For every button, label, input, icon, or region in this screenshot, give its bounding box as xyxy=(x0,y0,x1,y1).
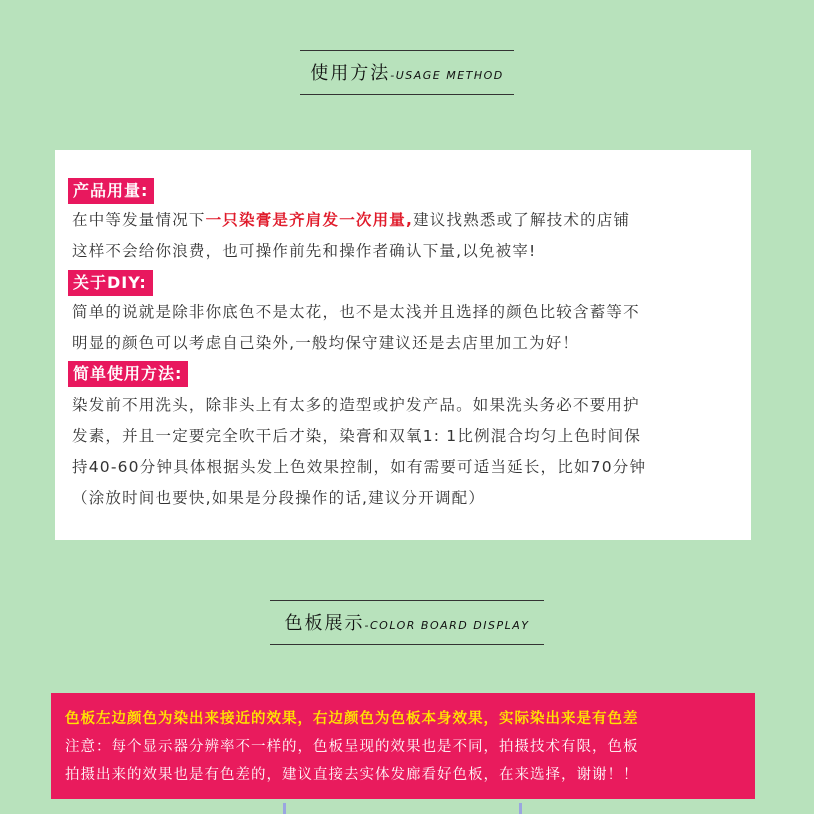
decorative-bar xyxy=(519,803,522,814)
notice-line-1: 色板左边颜色为染出来接近的效果，右边颜色为色板本身效果，实际染出来是有色差 xyxy=(65,711,639,727)
color-board-heading-box xyxy=(270,600,544,645)
dosage-line-2: 这样不会给你浪费，也可操作前先和操作者确认下量,以免被宰! xyxy=(72,242,537,260)
dosage-line-1-post: 建议找熟悉或了解技术的店铺 xyxy=(413,211,631,229)
diy-paragraph xyxy=(72,297,742,359)
diy-tag: 关于DIY: xyxy=(68,270,153,296)
diy-line-2: 明显的颜色可以考虑自己染外,一般均保守建议还是去店里加工为好！ xyxy=(72,334,580,352)
method-tag: 简单使用方法: xyxy=(68,361,188,387)
usage-instructions-card xyxy=(55,150,751,540)
notice-line-2: 注意：每个显示器分辨率不一样的，色板呈现的效果也是不同，拍摄技术有限，色板 xyxy=(65,739,639,755)
dosage-highlight: 一只染膏是齐肩发一次用量, xyxy=(205,211,414,229)
color-board-heading xyxy=(0,600,814,645)
method-line-2: 发素，并且一定要完全吹干后才染，染膏和双氧1: 1比例混合均匀上色时间保 xyxy=(72,427,642,445)
method-line-1: 染发前不用洗头，除非头上有太多的造型或护发产品。如果洗头务必不要用护 xyxy=(72,396,640,414)
color-heading-cn: 色板展示 xyxy=(284,613,365,634)
decorative-bar xyxy=(283,803,286,814)
usage-method-heading-box xyxy=(300,50,514,95)
method-line-4: （涂放时间也要快,如果是分段操作的话,建议分开调配） xyxy=(72,489,486,507)
dosage-tag: 产品用量: xyxy=(68,178,154,204)
color-notice-banner xyxy=(51,693,755,799)
usage-heading-en: -USAGE METHOD xyxy=(390,69,504,82)
usage-method-heading xyxy=(0,50,814,95)
dosage-line-1 xyxy=(72,205,742,236)
notice-line-3: 拍摄出来的效果也是有色差的，建议直接去实体发廊看好色板，在来选择，谢谢！！ xyxy=(65,767,639,783)
color-heading-en: -COLOR BOARD DISPLAY xyxy=(364,619,530,632)
usage-heading-cn: 使用方法 xyxy=(310,63,391,84)
method-paragraph xyxy=(72,390,742,514)
dosage-line-1-pre: 在中等发量情况下 xyxy=(72,211,206,229)
dosage-paragraph xyxy=(72,205,742,267)
method-line-3: 持40-60分钟具体根据头发上色效果控制，如有需要可适当延长，比如70分钟 xyxy=(72,458,647,476)
diy-line-1: 简单的说就是除非你底色不是太花，也不是太浅并且选择的颜色比较含蓄等不 xyxy=(72,303,640,321)
